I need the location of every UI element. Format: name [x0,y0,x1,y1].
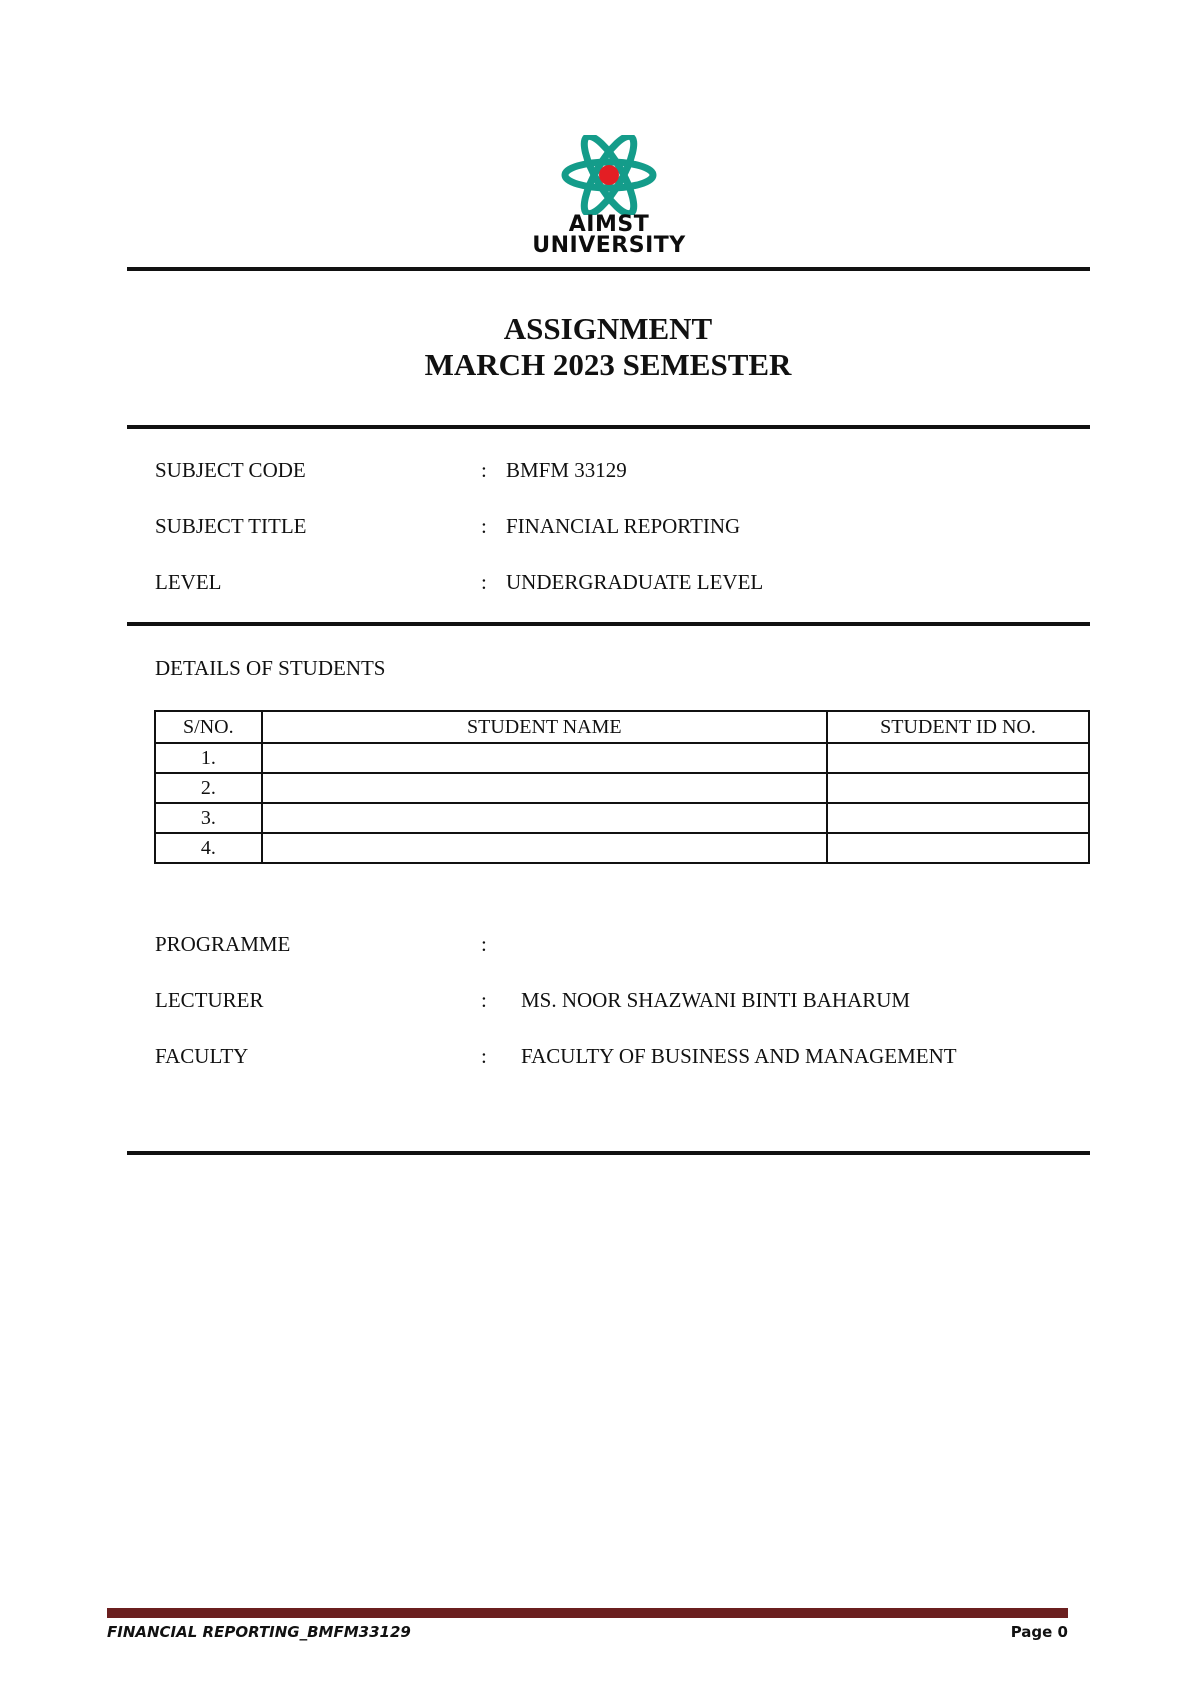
subject-title-label: SUBJECT TITLE [155,514,307,538]
lecturer-label: LECTURER [155,988,264,1012]
document-title: ASSIGNMENT [503,311,713,346]
table-row [155,743,1089,773]
row-sno: 2. [155,773,262,803]
students-table [154,710,1090,864]
divider-rule [127,1151,1090,1155]
student-id-cell[interactable] [827,833,1089,863]
divider-rule [127,622,1090,626]
table-row [155,803,1089,833]
subject-code-value: BMFM 33129 [506,458,627,482]
subject-code-colon: : [481,458,487,482]
student-name-cell[interactable] [262,833,827,863]
programme-label: PROGRAMME [155,932,291,956]
logo-wordmark-line2: UNIVERSITY [532,233,686,258]
student-name-cell[interactable] [262,803,827,833]
lecturer-colon: : [481,988,487,1012]
table-row [155,833,1089,863]
student-name-cell[interactable] [262,743,827,773]
subject-code-label: SUBJECT CODE [155,458,306,482]
logo-wordmark-line1: AIMST [568,212,650,237]
student-name-cell[interactable] [262,773,827,803]
divider-rule [127,267,1090,271]
student-id-cell[interactable] [827,743,1089,773]
level-label: LEVEL [155,570,222,594]
faculty-colon: : [481,1044,487,1068]
faculty-label: FACULTY [155,1044,249,1068]
student-id-cell[interactable] [827,803,1089,833]
column-header-student-id: STUDENT ID NO. [827,711,1089,743]
row-sno: 3. [155,803,262,833]
subject-title-colon: : [481,514,487,538]
student-id-cell[interactable] [827,773,1089,803]
atom-emblem-icon [561,135,657,215]
column-header-student-name: STUDENT NAME [262,711,827,743]
subject-title-value: FINANCIAL REPORTING [506,514,741,538]
faculty-value: FACULTY OF BUSINESS AND MANAGEMENT [521,1044,957,1068]
semester-title: MARCH 2023 SEMESTER [424,347,792,382]
programme-colon: : [481,932,487,956]
level-colon: : [481,570,487,594]
table-header-row [155,711,1089,743]
footer-document-name: FINANCIAL REPORTING_BMFM33129 [107,1623,411,1641]
row-sno: 1. [155,743,262,773]
lecturer-value: MS. NOOR SHAZWANI BINTI BAHARUM [521,988,911,1012]
page-number: Page 0 [1010,1623,1068,1641]
table-row [155,773,1089,803]
footer-bar [107,1608,1068,1618]
row-sno: 4. [155,833,262,863]
divider-rule [127,425,1090,429]
level-value: UNDERGRADUATE LEVEL [506,570,764,594]
university-logo [528,135,690,260]
column-header-sno: S/NO. [155,711,262,743]
students-heading: DETAILS OF STUDENTS [155,656,386,680]
